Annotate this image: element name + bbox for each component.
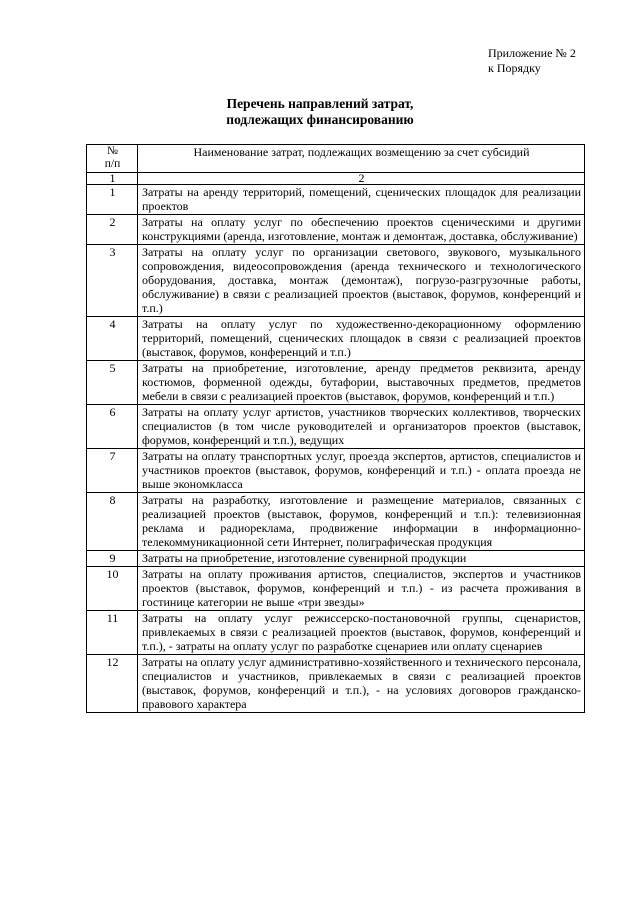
- table-row: [87, 551, 585, 567]
- row-text: Затраты на оплату услуг артистов, участников творческих коллективов, творческих специалистов (в том числе руководителей и организаторов проектов (выставок, форумов, конференций и т.п.), ведущих: [138, 405, 585, 449]
- table-row: [87, 493, 585, 551]
- table-row: [87, 185, 585, 215]
- row-number: 3: [87, 245, 138, 317]
- table-row: [87, 611, 585, 655]
- row-number: 7: [87, 449, 138, 493]
- table-row: [87, 245, 585, 317]
- document-title: [0, 96, 640, 128]
- row-number: 11: [87, 611, 138, 655]
- header-number-symbol: №: [107, 145, 118, 157]
- appendix-label: [488, 46, 576, 76]
- appendix-line-2: к Порядку: [488, 61, 541, 75]
- row-text: Затраты на приобретение, изготовление, аренду предметов реквизита, аренду костюмов, форменной одежды, бутафории, выставочных предметов, предметов мебели в связи с реализацией проектов (выставок, форумов, конференций и т.п.): [138, 361, 585, 405]
- row-number: 10: [87, 567, 138, 611]
- row-text: Затраты на оплату транспортных услуг, проезда экспертов, артистов, специалистов и участников проектов (выставок, форумов, конференций и т.п.) - оплата проезда не выше экономкласса: [138, 449, 585, 493]
- column-number-1: 1: [87, 173, 138, 185]
- table-row: [87, 405, 585, 449]
- header-number-cell: [87, 145, 138, 173]
- row-number: 5: [87, 361, 138, 405]
- row-text: Затраты на аренду территорий, помещений, сценических площадок для реализации проектов: [138, 185, 585, 215]
- table-row: [87, 361, 585, 405]
- appendix-line-1: Приложение № 2: [488, 46, 576, 60]
- header-name-cell: Наименование затрат, подлежащих возмещению за счет субсидий: [138, 145, 585, 173]
- table-row: [87, 567, 585, 611]
- table-row: [87, 215, 585, 245]
- row-text: Затраты на оплату услуг по художественно-декорационному оформлению территорий, помещений, сценических площадок в связи с реализацией проектов (выставок, форумов, конференций и т.п.): [138, 317, 585, 361]
- cost-directions-table: [86, 144, 585, 713]
- table-row: [87, 317, 585, 361]
- title-line-2: подлежащих финансированию: [226, 112, 414, 127]
- column-number-row: [87, 173, 585, 185]
- header-number-abbr: п/п: [104, 158, 121, 170]
- row-text: Затраты на оплату услуг режиссерско-постановочной группы, сценаристов, привлекаемых в связи с реализацией проектов (выставок, форумов, конференций и т.п.), - затраты на оплату услуг по разработке сценариев или оплату сценариев: [138, 611, 585, 655]
- table-header-row: [87, 145, 585, 173]
- row-number: 1: [87, 185, 138, 215]
- row-number: 12: [87, 655, 138, 713]
- row-number: 9: [87, 551, 138, 567]
- title-line-1: Перечень направлений затрат,: [226, 96, 414, 111]
- row-number: 2: [87, 215, 138, 245]
- row-text: Затраты на оплату проживания артистов, специалистов, экспертов и участников проектов (выставок, форумов, конференций и т.п.) - из расчета проживания в гостинице категории не выше «три звезды»: [138, 567, 585, 611]
- row-text: Затраты на приобретение, изготовление сувенирной продукции: [138, 551, 585, 567]
- row-text: Затраты на оплату услуг по организации светового, звукового, музыкального сопровождения, видеосопровождения (аренда технического и технологического оборудования, доставка, монтаж (демонтаж), погрузо-разгрузочные работы, обслуживание) в связи с реализацией проектов (выставок, форумов, конференций и т.п.): [138, 245, 585, 317]
- row-text: Затраты на оплату услуг по обеспечению проектов сценическими и другими конструкциями (аренда, изготовление, монтаж и демонтаж, доставка, обслуживание): [138, 215, 585, 245]
- table-row: [87, 449, 585, 493]
- row-text: Затраты на разработку, изготовление и размещение материалов, связанных с реализацией проектов (выставок, форумов, конференций и т.п.): телевизионная реклама и радиореклама, продвижение информации в информационно-телекоммуникационной сети Интернет, полиграфическая продукция: [138, 493, 585, 551]
- row-number: 6: [87, 405, 138, 449]
- row-number: 4: [87, 317, 138, 361]
- row-number: 8: [87, 493, 138, 551]
- row-text: Затраты на оплату услуг административно-хозяйственного и технического персонала, специалистов и участников, привлекаемых в связи с реализацией проектов (выставок, форумов, конференций и т.п.), - на условиях договоров гражданско-правового характера: [138, 655, 585, 713]
- table-row: [87, 655, 585, 713]
- column-number-2: 2: [138, 173, 585, 185]
